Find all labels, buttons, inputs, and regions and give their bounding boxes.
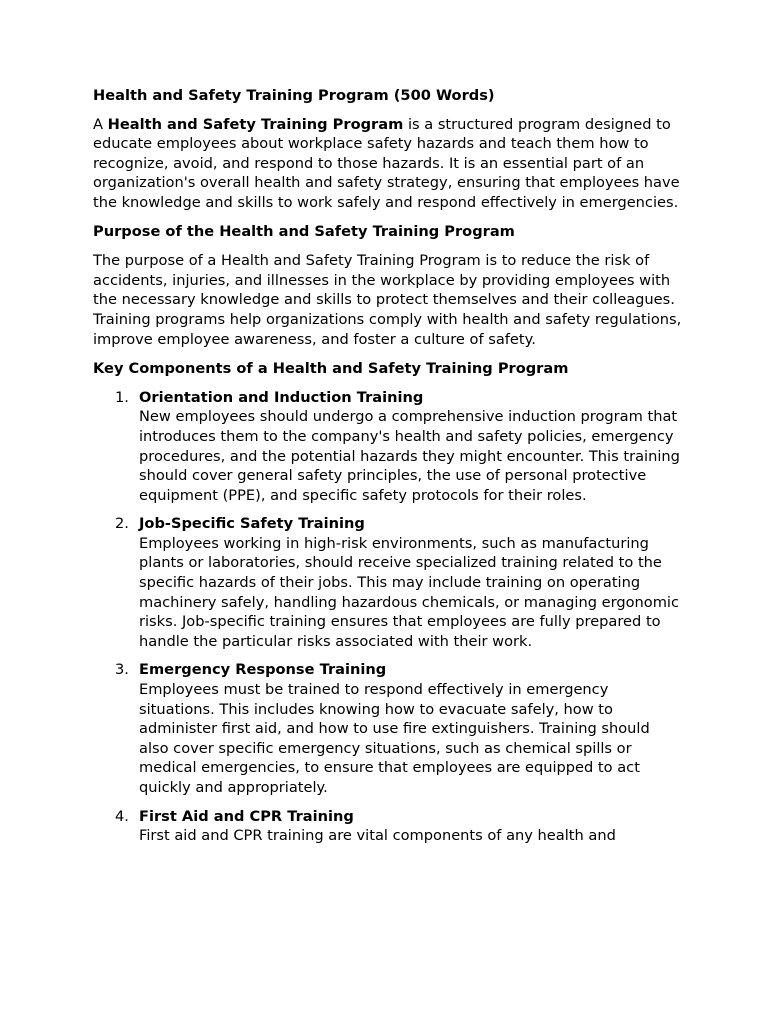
components-list <box>93 388 683 846</box>
intro-bold-term: Health and Safety Training Program <box>107 115 404 133</box>
list-item-number: 2. <box>115 515 129 533</box>
purpose-heading: Purpose of the Health and Safety Training Program <box>93 222 515 240</box>
list-item <box>93 514 683 651</box>
list-item-text: First aid and CPR training are vital components of any health and <box>139 827 616 845</box>
purpose-paragraph: The purpose of a Health and Safety Training Program is to reduce the risk of accidents, injuries, and illnesses in the workplace by providing employees with the necessary knowledge and skills to protect themselves and their colleagues. Training programs help organizations comply with health and safety regulations, improve employee awareness, and foster a culture of safety. <box>93 252 682 348</box>
list-item-number: 3. <box>115 661 129 679</box>
list-item-title: First Aid and CPR Training <box>139 807 354 825</box>
list-item <box>93 660 683 797</box>
list-item <box>93 807 683 846</box>
intro-rest: is a structured program designed to educate employees about workplace safety hazards and teach them how to recognize, avoid, and respond to those hazards. It is an essential part of an organization's overall health and safety strategy, ensuring that employees have the knowledge and skills to work safely and respond effectively in emergencies. <box>93 115 680 211</box>
list-item-text: New employees should undergo a comprehensive induction program that introduces them to the company's health and safety policies, emergency procedures, and the potential hazards they might encounter. This training should cover general safety principles, the use of personal protective equipment (PPE), and specific safety protocols for their roles. <box>139 408 680 504</box>
list-item-number: 1. <box>115 388 129 406</box>
intro-paragraph <box>93 115 683 213</box>
list-item <box>93 388 683 506</box>
list-item-number: 4. <box>115 807 129 825</box>
document-title: Health and Safety Training Program (500 Words) <box>93 87 495 104</box>
document-page <box>93 86 683 855</box>
list-item-title: Orientation and Induction Training <box>139 388 424 406</box>
list-item-text: Employees working in high-risk environments, such as manufacturing plants or laboratories, should receive specialized training related to the specific hazards of their jobs. This may include training on operating machinery safely, handling hazardous chemicals, or managing ergonomic risks. Job-specific training ensures that employees are fully prepared to handle the particular risks associated with their work. <box>139 534 680 650</box>
intro-prefix: A <box>93 115 108 133</box>
list-item-text: Employees must be trained to respond effectively in emergency situations. This includes knowing how to evacuate safely, how to administer first aid, and how to use fire extinguishers. Training should also cover specific emergency situations, such as chemical spills or medical emergencies, to ensure that employees are equipped to act quickly and appropriately. <box>139 681 650 796</box>
list-item-title: Job-Specific Safety Training <box>139 515 365 533</box>
key-components-heading: Key Components of a Health and Safety Training Program <box>93 360 569 378</box>
list-item-title: Emergency Response Training <box>139 661 387 679</box>
